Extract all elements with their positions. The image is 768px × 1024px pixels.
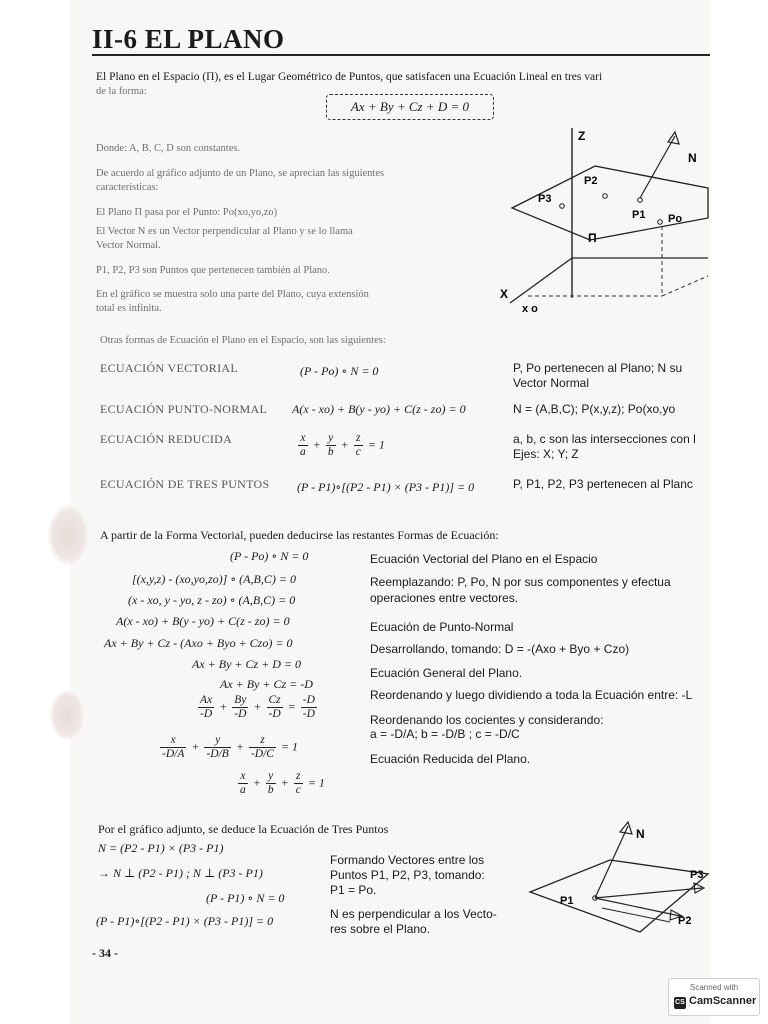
label-x: X	[500, 287, 509, 301]
derivation-intro: A partir de la Forma Vectorial, pueden deducirse las restantes Formas de Ecuación:	[100, 528, 499, 542]
title-rule	[92, 54, 710, 56]
intro-line-2: de la forma:	[96, 86, 147, 97]
three-points-note: res sobre el Plano.	[330, 922, 431, 936]
form-name: ECUACIÓN VECTORIAL	[100, 361, 238, 375]
derivation-reduced-equation: $\frac{x}{-D/A}$ + $\frac{y}{-D/B}$ + $\frac{z}{-D/C}$ = 1	[162, 734, 299, 760]
badge-caption: Scanned with	[689, 983, 739, 992]
derivation-equation: Ax + By + Cz - (Axo + Byo + Czo) = 0	[104, 636, 293, 650]
three-points-line: (P - P1)∘[(P2 - P1) × (P3 - P1)] = 0	[96, 914, 274, 928]
normal-arrowhead	[620, 822, 632, 834]
label-p2: P2	[678, 915, 692, 927]
label-p1: P1	[632, 209, 646, 221]
label-p3: P3	[538, 193, 552, 205]
label-po: Po	[668, 213, 683, 225]
intro-line-1: El Plano en el Espacio (Π), es el Lugar Geométrico de Puntos, que satisfacen una Ecuación Lineal en tres vari	[96, 71, 603, 83]
thumb-shadow	[50, 690, 84, 740]
form-equation: A(x - xo) + B(y - yo) + C(z - zo) = 0	[292, 402, 466, 416]
description-line: El Vector N es un Vector perpendicular al Plano y se lo llama	[96, 226, 353, 237]
description-line: total es infinita.	[96, 303, 162, 314]
three-points-line: → N ⊥ (P2 - P1) ; N ⊥ (P3 - P1)	[98, 866, 263, 880]
form-note: Vector Normal	[513, 376, 590, 390]
label-n: N	[688, 151, 697, 165]
derivation-note: Reemplazando: P, Po, N por sus componentes y efectua	[370, 575, 671, 589]
derivation-fraction-equation: $\frac{Ax}{-D}$ + $\frac{By}{-D}$ + $\frac{Cz}{-D}$ = $\frac{-D}{-D}$	[200, 694, 315, 720]
description-line: En el gráfico se muestra solo una parte del Plano, cuya extensión	[96, 289, 369, 300]
page-title: II-6 EL PLANO	[92, 24, 285, 54]
derivation-note: Ecuación de Punto-Normal	[370, 620, 514, 634]
derivation-note: Desarrollando, tomando: D = -(Axo + Byo + Czo)	[370, 642, 630, 656]
derivation-equation: (x - xo, y - yo, z - zo) ∘ (A,B,C) = 0	[128, 593, 296, 607]
label-p3: P3	[690, 869, 704, 881]
boxed-general-equation: Ax + By + Cz + D = 0	[326, 94, 494, 120]
form-note: P, P1, P2, P3 pertenecen al Planc	[513, 477, 693, 491]
other-forms-intro: Otras formas de Ecuación el Plano en el Espacio, son las siguientes:	[100, 335, 386, 346]
derivation-equation: Ax + By + Cz = -D	[220, 677, 313, 691]
form-note: a, b, c son las intersecciones con l	[513, 432, 696, 446]
description-line: Donde: A, B, C, D son constantes.	[96, 143, 241, 154]
form-name: ECUACIÓN PUNTO-NORMAL	[100, 402, 268, 416]
three-points-diagram	[520, 812, 710, 940]
thumb-shadow	[48, 505, 88, 565]
point-p3	[560, 204, 565, 209]
derivation-note: Reordenando los cocientes y considerando:	[370, 713, 604, 727]
x-axis	[510, 258, 572, 303]
description-line: P1, P2, P3 son Puntos que pertenecen también al Plano.	[96, 265, 330, 276]
derivation-equation: A(x - xo) + B(y - yo) + C(z - zo) = 0	[116, 614, 290, 628]
form-name: ECUACIÓN REDUCIDA	[100, 432, 233, 446]
plane-diagram	[490, 118, 710, 318]
page-number: - 34 -	[92, 946, 118, 960]
form-note: Ejes: X; Y; Z	[513, 447, 579, 461]
projection-dashed	[662, 276, 708, 296]
camscanner-badge	[668, 978, 760, 1016]
derivation-equation: (P - Po) ∘ N = 0	[230, 549, 309, 563]
three-points-note: P1 = Po.	[330, 883, 377, 897]
derivation-note: Ecuación General del Plano.	[370, 666, 523, 680]
form-equation: (P - P1)∘[(P2 - P1) × (P3 - P1)] = 0	[297, 480, 475, 494]
label-n: N	[636, 827, 645, 841]
form-name: ECUACIÓN DE TRES PUNTOS	[100, 477, 270, 491]
derivation-note: a = -D/A; b = -D/B ; c = -D/C	[370, 727, 520, 741]
vector-p1-p2	[595, 898, 680, 916]
normal-vector	[640, 136, 675, 198]
derivation-equation: [(x,y,z) - (xo,yo,zo)] ∘ (A,B,C) = 0	[132, 572, 296, 586]
form-note: P, Po pertenecen al Plano; N su	[513, 361, 683, 375]
form-note: N = (A,B,C); P(x,y,z); Po(xo,yo	[513, 402, 676, 416]
derivation-note: Reordenando y luego dividiendo a toda la Ecuación entre: -L	[370, 688, 693, 702]
label-xo: x o	[522, 303, 538, 315]
derivation-note: Ecuación Vectorial del Plano en el Espacio	[370, 552, 598, 566]
point-p2	[603, 194, 608, 199]
derivation-final-equation: $\frac{x}{a}$ + $\frac{y}{b}$ + $\frac{z}{c}$ = 1	[240, 770, 325, 796]
label-p2: P2	[584, 175, 598, 187]
three-points-note: Puntos P1, P2, P3, tomando:	[330, 868, 485, 882]
three-points-line: (P - P1) ∘ N = 0	[206, 891, 285, 905]
label-z: Z	[578, 129, 586, 143]
point-po	[658, 220, 663, 225]
label-pi: Π	[588, 231, 597, 245]
badge-brand: CamScanner	[689, 995, 757, 1007]
description-line: El Plano Π pasa por el Punto: Po(xo,yo,zo)	[96, 207, 278, 218]
three-points-note: Formando Vectores entre los	[330, 853, 485, 867]
derivation-note: Ecuación Reducida del Plano.	[370, 752, 531, 766]
three-points-line: N = (P2 - P1) × (P3 - P1)	[98, 841, 224, 855]
derivation-equation: Ax + By + Cz + D = 0	[192, 657, 302, 671]
point-p1	[638, 198, 643, 203]
reduced-equation: $\frac{x}{a}$ + $\frac{y}{b}$ + $\frac{z}{c}$ = 1	[300, 432, 385, 458]
label-p1: P1	[560, 895, 574, 907]
description-line: De acuerdo al gráfico adjunto de un Plano, se aprecian las siguientes	[96, 168, 385, 179]
derivation-note: operaciones entre vectores.	[370, 591, 519, 605]
description-line: Vector Normal.	[96, 240, 161, 251]
camscanner-icon: CS	[674, 997, 686, 1009]
three-points-note: N es perpendicular a los Vecto-	[330, 907, 497, 921]
form-equation: (P - Po) ∘ N = 0	[300, 364, 379, 378]
description-line: características:	[96, 182, 159, 193]
three-points-intro: Por el gráfico adjunto, se deduce la Ecuación de Tres Puntos	[98, 822, 389, 836]
